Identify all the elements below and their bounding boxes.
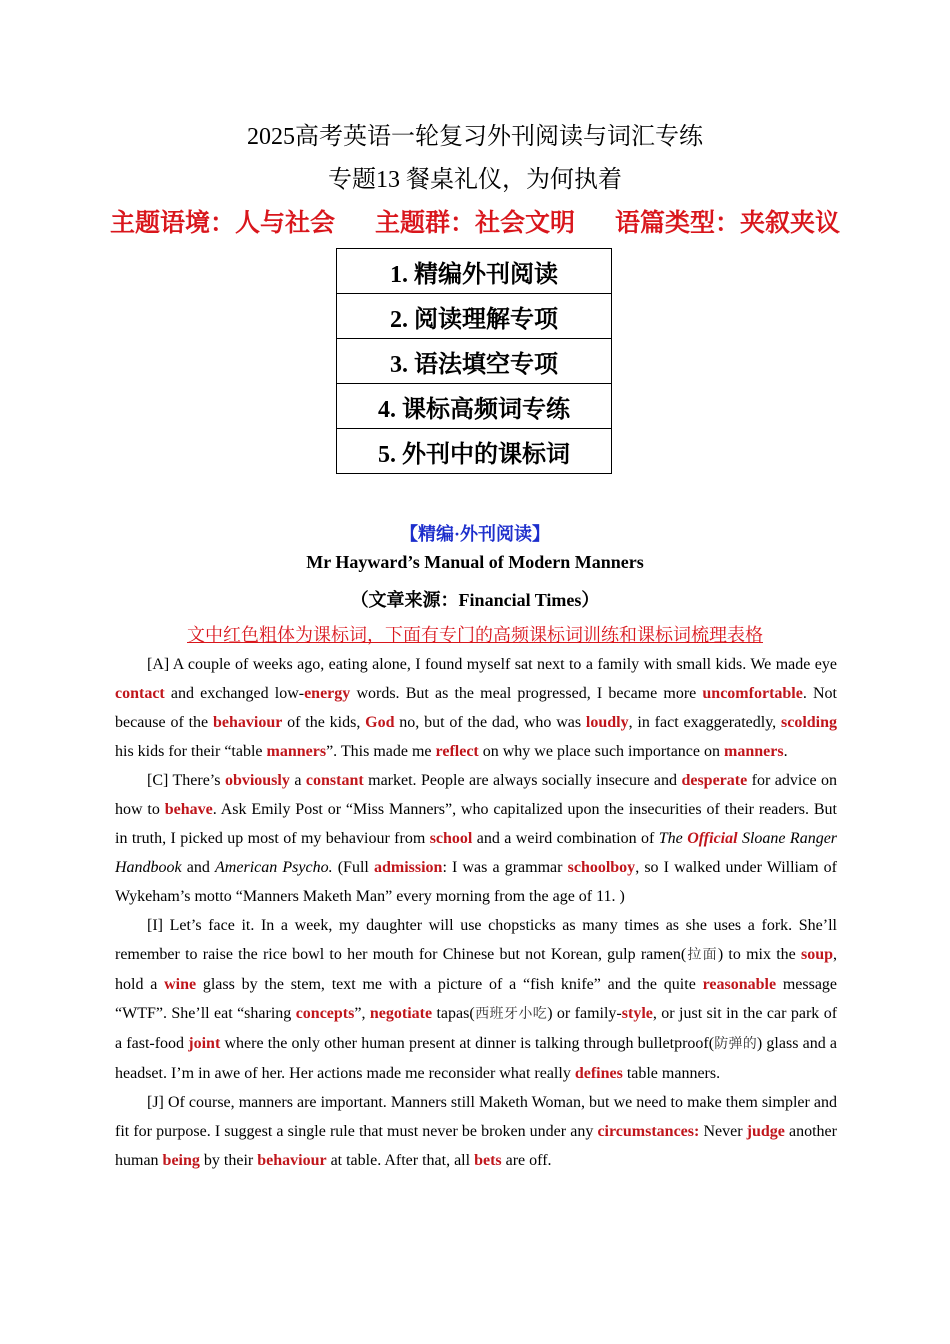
text-run: The bbox=[658, 830, 688, 847]
keyword: manners bbox=[724, 743, 784, 760]
text-run: Sloane Ranger Handbook bbox=[115, 830, 838, 876]
keyword: energy bbox=[304, 685, 351, 702]
text-run: and exchanged low- bbox=[164, 685, 305, 702]
text-run: , or just sit in the car park of a fast-food bbox=[115, 1005, 838, 1052]
text-run: words. But as the meal progressed, I became more bbox=[350, 685, 703, 702]
keyword: desperate bbox=[681, 772, 748, 789]
text-run: at table. After that, all bbox=[326, 1152, 475, 1169]
keyword: behaviour bbox=[257, 1152, 327, 1169]
article-body bbox=[115, 650, 837, 1175]
text-run: his kids for their “table bbox=[115, 743, 267, 760]
keyword: loudly bbox=[585, 714, 629, 731]
text-run: : I was a grammar bbox=[442, 859, 568, 876]
text-run: , so I walked under William of Wykeham’s motto “Manners Maketh Man” every morning from the age of 11. ) bbox=[115, 859, 837, 905]
toc-item: 2. 阅读理解专项 bbox=[337, 294, 612, 339]
paragraph-j bbox=[115, 1088, 837, 1175]
text-run: for advice on how to bbox=[115, 772, 838, 818]
text-run: where the only other human present at dinner is talking through bulletproof( bbox=[220, 1035, 715, 1052]
keyword: scolding bbox=[780, 714, 837, 731]
keyword: reasonable bbox=[702, 976, 777, 993]
text-run: , in fact exaggeratedly, bbox=[628, 714, 781, 731]
text-run: American Psycho. bbox=[215, 859, 333, 876]
keyword: circumstances: bbox=[597, 1123, 700, 1140]
text-run: no, but of the dad, who was bbox=[394, 714, 586, 731]
text-run: (Full bbox=[332, 859, 374, 876]
text-run: . bbox=[783, 743, 788, 760]
keyword: bets bbox=[474, 1152, 502, 1169]
section-label: 【精编·外刊阅读】 bbox=[399, 524, 550, 544]
toc-item: 4. 课标高频词专练 bbox=[337, 384, 612, 429]
chinese-gloss: 防弹的 bbox=[714, 1036, 757, 1052]
text-run: ”, bbox=[354, 1005, 370, 1022]
text-run: and a weird combination of bbox=[472, 830, 659, 847]
paragraph-c bbox=[115, 766, 837, 911]
keyword: school bbox=[429, 830, 473, 847]
text-run: [J] Of course, manners are important. Manners still Maketh Woman, but we need to make them simpler and fit for purpose. I suggest a single rule that must never be broken under any bbox=[115, 1094, 837, 1140]
article-source: （文章来源：Financial Times） bbox=[350, 590, 600, 610]
text-run: a bbox=[289, 772, 306, 789]
text-run: on why we place such importance on bbox=[478, 743, 725, 760]
text-run: glass by the stem, text me with a picture of a “fish knife” and the quite bbox=[196, 976, 703, 993]
keyword: constant bbox=[305, 772, 364, 789]
keyword: uncomfortable bbox=[702, 685, 803, 702]
paragraph-i bbox=[115, 911, 837, 1088]
text-run: another human bbox=[115, 1123, 837, 1169]
toc-item: 5. 外刊中的课标词 bbox=[337, 429, 612, 474]
theme-context: 主题语境：人与社会 bbox=[109, 210, 335, 237]
text-run: table manners. bbox=[622, 1065, 721, 1082]
keyword: reflect bbox=[435, 743, 479, 760]
text-run: [I] Let’s face it. In a week, my daughter will use chopsticks as many times as she uses a fork. She’ll remember to raise the rice bowl to her mouth for Chinese but not Korean, gulp ramen( bbox=[115, 917, 837, 963]
keyword: concepts bbox=[295, 1005, 355, 1022]
keyword: obviously bbox=[224, 772, 290, 789]
text-run: . Ask Emily Post or “Miss Manners”, who capitalized upon the insecurities of their readers. But in truth, I picked up most of my behaviour from bbox=[115, 801, 837, 847]
keyword: joint bbox=[188, 1035, 221, 1052]
keyword: soup bbox=[800, 946, 834, 963]
text-run: ) or family- bbox=[547, 1005, 622, 1022]
text-run: . Not because of the bbox=[115, 685, 837, 731]
table-of-contents bbox=[336, 248, 612, 474]
chinese-gloss: 西班牙小吃 bbox=[474, 1006, 548, 1022]
keyword: judge bbox=[746, 1123, 785, 1140]
theme-group: 主题群：社会文明 bbox=[374, 210, 575, 237]
keyword: wine bbox=[164, 976, 197, 993]
text-run: market. People are always socially insecure and bbox=[363, 772, 682, 789]
text-run: Never bbox=[699, 1123, 747, 1140]
text-run: ”. This made me bbox=[326, 743, 436, 760]
text-run: [A] A couple of weeks ago, eating alone, I found myself sat next to a family with small kids. We made eye bbox=[147, 656, 837, 673]
keyword: schoolboy bbox=[567, 859, 636, 876]
text-run: of the kids, bbox=[282, 714, 366, 731]
article-title: Mr Hayward’s Manual of Modern Manners bbox=[306, 552, 644, 572]
keyword: defines bbox=[574, 1065, 623, 1082]
keyword: style bbox=[621, 1005, 653, 1022]
keyword: behave bbox=[164, 801, 213, 818]
text-type: 语篇类型：夹叙夹议 bbox=[615, 210, 841, 237]
keyword: admission bbox=[373, 859, 443, 876]
toc-item: 3. 语法填空专项 bbox=[337, 339, 612, 384]
chinese-gloss: 拉面 bbox=[686, 947, 718, 963]
theme-line bbox=[0, 203, 950, 239]
text-run: are off. bbox=[501, 1152, 552, 1169]
text-run: , hold a bbox=[115, 946, 838, 993]
text-run: and bbox=[181, 859, 216, 876]
document-title: 2025高考英语一轮复习外刊阅读与词汇专练 bbox=[247, 124, 703, 150]
keyword: God bbox=[365, 714, 395, 731]
keyword: Official bbox=[687, 830, 738, 847]
text-run: ) glass and a headset. I’m in awe of her. Her actions made me reconsider what really bbox=[115, 1035, 838, 1082]
paragraph-a bbox=[115, 650, 837, 766]
toc-item: 1. 精编外刊阅读 bbox=[337, 249, 612, 294]
text-run: [C] There’s bbox=[147, 772, 225, 789]
keyword: being bbox=[162, 1152, 200, 1169]
text-run: ) to mix the bbox=[717, 946, 801, 963]
keyword: manners bbox=[266, 743, 327, 760]
keyword-note: 文中红色粗体为课标词，下面有专门的高频课标词训练和课标词梳理表格 bbox=[187, 625, 763, 645]
text-run: tapas( bbox=[432, 1005, 475, 1022]
text-run: message “WTF”. She’ll eat “sharing bbox=[115, 976, 838, 1022]
keyword: negotiate bbox=[369, 1005, 433, 1022]
keyword: contact bbox=[115, 685, 165, 702]
keyword: behaviour bbox=[212, 714, 283, 731]
topic-title: 专题13 餐桌礼仪，为何执着 bbox=[328, 167, 622, 193]
text-run: by their bbox=[199, 1152, 258, 1169]
